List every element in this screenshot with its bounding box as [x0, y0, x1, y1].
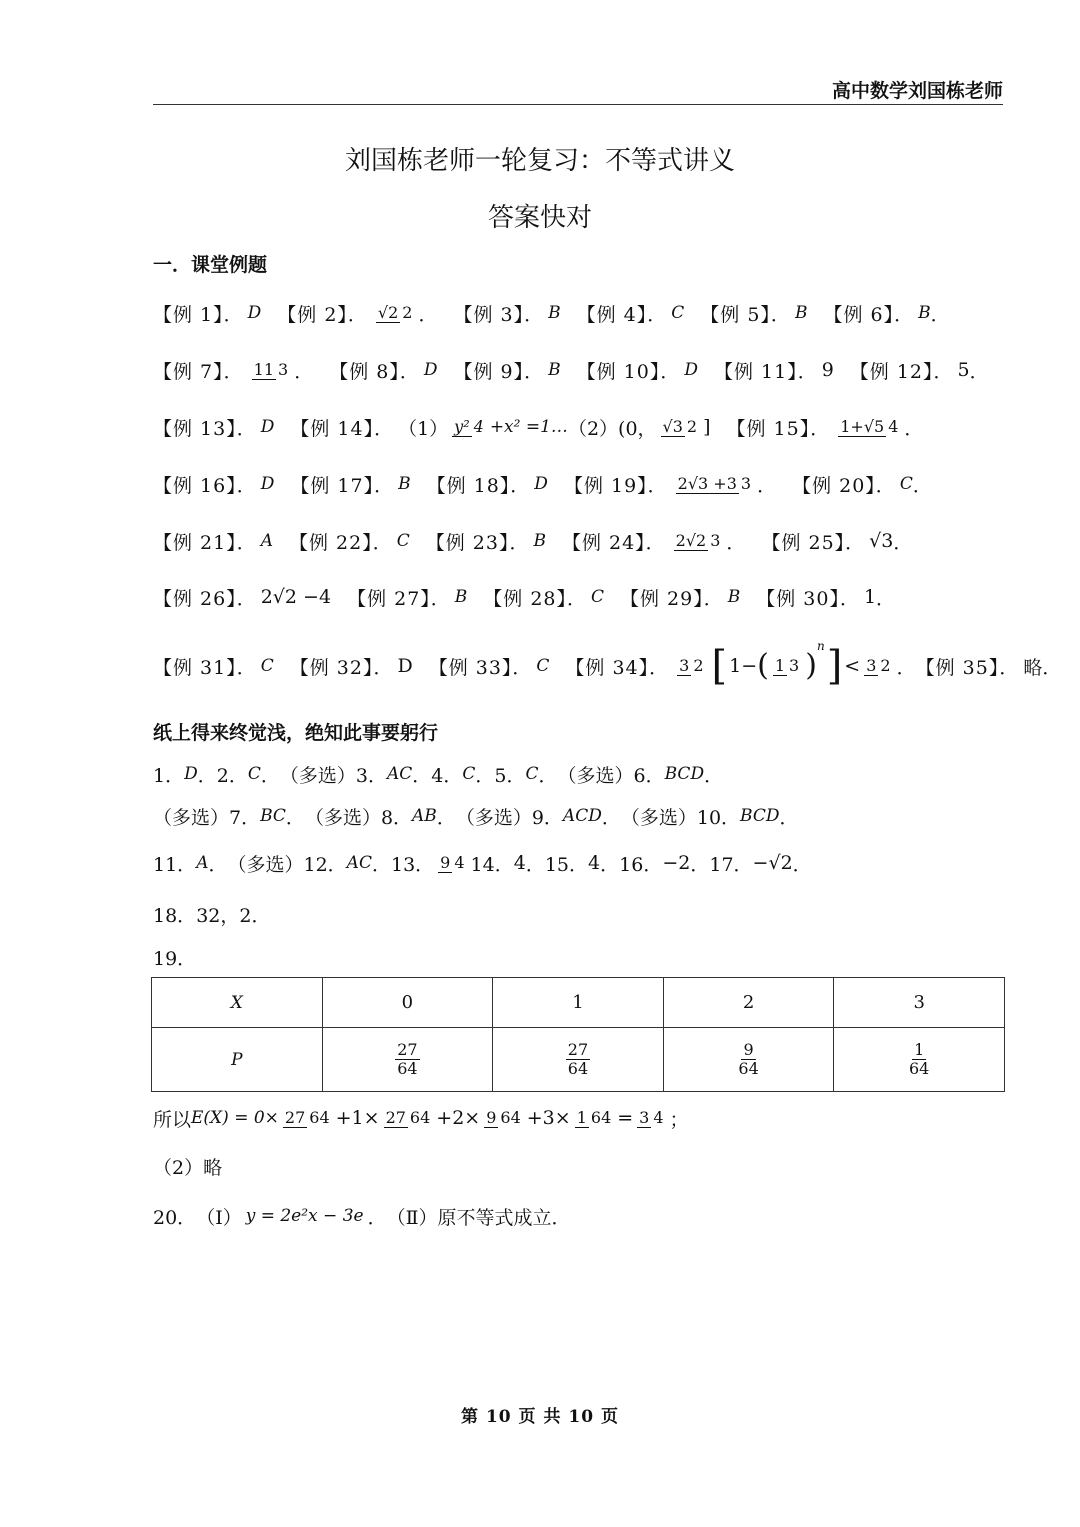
example-answer-fraction: √2 2	[377, 302, 413, 322]
expectation-fraction: 3 4	[639, 1107, 664, 1127]
question-answer: C	[247, 764, 261, 784]
expectation-fraction: 27 64	[284, 1107, 330, 1127]
table-row	[152, 1028, 1005, 1092]
header-text: 高中数学刘国栋老师	[831, 80, 1003, 102]
table-cell: 2	[663, 978, 834, 1028]
example-label: 【例 22】．	[289, 531, 393, 554]
example-label: 【例 17】．	[290, 474, 395, 497]
expectation-lhs: E(X) = 0×	[191, 1108, 279, 1128]
table-cell: P	[152, 1028, 323, 1092]
example-answer: D	[260, 474, 275, 494]
example-answer-text: ]	[703, 416, 711, 438]
question-answer: 4	[588, 852, 601, 874]
examples-row-4: 【例 16】． D 【例 17】． B 【例 18】． D 【例 19】． 2√3 +3 3 ． 【例 20】． C ．	[153, 457, 932, 511]
example-label: 【例 1】．	[153, 303, 244, 326]
question-number: （多选）7．	[153, 806, 261, 829]
example-answer: B	[398, 474, 411, 494]
table-cell: X	[152, 978, 323, 1028]
question-number: 14．	[470, 853, 514, 876]
document-subtitle: 答案快对	[487, 203, 592, 233]
examples-row-6: 【例 26】． 2√2 −4 【例 27】． B 【例 28】． C 【例 29】． B 【例 30】． 1 ．	[153, 577, 895, 617]
question-answer: ACD	[562, 806, 602, 826]
expectation-end: ；	[669, 1108, 689, 1131]
example-label: 【例 33】．	[428, 656, 533, 679]
example-answer: D	[684, 360, 698, 380]
example-label: 【例 23】．	[425, 531, 530, 554]
example-answer-fraction: 2√3 +3 3	[677, 473, 752, 493]
question-answer: BCD	[740, 806, 780, 826]
question-answer: A	[196, 853, 209, 873]
question-answer: AC	[386, 764, 413, 784]
example-label: 【例 25】．	[761, 531, 866, 554]
example-answer: B	[548, 303, 561, 323]
example-answer: B	[918, 303, 931, 323]
question-19-part-2	[153, 1152, 222, 1180]
example-label: 【例 34】．	[565, 656, 670, 679]
example-label: 【例 14】．	[290, 417, 395, 440]
example-label: 【例 11】．	[713, 360, 818, 383]
table-cell: 3	[834, 978, 1005, 1028]
example-label: 【例 2】．	[277, 303, 368, 326]
question-answer: BC	[260, 806, 286, 826]
example-answer-fraction: 1 3	[774, 655, 800, 675]
example-label: 【例 19】．	[563, 474, 668, 497]
expectation-operator: +1×	[335, 1107, 380, 1129]
page-footer: 第 10 页 共 10 页	[461, 1407, 619, 1427]
example-relation: <	[844, 655, 861, 677]
part-label: （Ⅰ）	[196, 1206, 242, 1229]
question-number: 20．	[153, 1206, 197, 1229]
example-answer-fraction: 2√2 3	[675, 530, 721, 550]
example-label: 【例 32】．	[289, 656, 394, 679]
example-label: 【例 24】．	[561, 531, 666, 554]
expectation-operator: +2×	[436, 1107, 481, 1129]
example-label: 【例 7】．	[153, 360, 244, 383]
question-number: （多选）8．	[304, 806, 413, 829]
question-number: 5．	[494, 764, 526, 787]
example-answer: B	[454, 587, 468, 607]
example-label: 【例 5】．	[700, 303, 791, 326]
examples-row-7: 【例 31】． C 【例 32】． D 【例 33】． C 【例 34】． 3 2 [ 1− ( 1 3 ) $^n$ ] < 3 2 ． 【例 35】． 略 ．	[153, 639, 1062, 689]
example-label: 【例 29】．	[620, 587, 724, 610]
example-answer: 9	[821, 359, 834, 381]
example-label: 【例 20】．	[792, 474, 896, 497]
example-answer: B	[533, 531, 546, 551]
example-answer-fraction: 11 3	[253, 359, 289, 379]
example-label: 【例 31】．	[153, 656, 257, 679]
question-answer: 4	[513, 852, 526, 874]
question-answer: C	[462, 764, 476, 784]
example-answer: B	[548, 360, 561, 380]
example-answer: B	[727, 587, 741, 607]
example-label: 【例 8】．	[329, 360, 420, 383]
table-cell: 1	[493, 978, 664, 1028]
example-answer-fraction: 3 2	[679, 655, 704, 675]
examples-row-2: 【例 7】． 11 3 ． 【例 8】． D 【例 9】． B 【例 10】． D 【例 11】． 9 【例 12】． 5 ．	[153, 345, 989, 395]
example-label: 【例 6】．	[823, 303, 915, 326]
question-answer: BCD	[664, 764, 705, 784]
example-label: 【例 10】．	[576, 360, 681, 383]
example-label: 【例 35】．	[915, 656, 1020, 679]
question-answer: 32，2	[196, 904, 252, 927]
example-label: 【例 16】．	[153, 474, 257, 497]
example-answer-text: +x² =1…	[489, 417, 568, 437]
part-answer: （Ⅱ）原不等式成立	[386, 1206, 552, 1229]
example-part-label: （1）	[398, 417, 449, 440]
example-label: 【例 27】．	[347, 587, 451, 610]
question-answer: −2	[662, 852, 691, 874]
example-answer: A	[260, 531, 273, 551]
expectation-equals: =	[617, 1107, 634, 1129]
example-answer-fraction: 3 2	[866, 655, 891, 675]
question-number: 17．	[709, 853, 753, 876]
tangent-line-formula: y = 2e²x − 3e	[245, 1206, 364, 1226]
question-answer: −√2	[752, 852, 793, 874]
example-label: 【例 18】．	[426, 474, 531, 497]
question-number: 11．	[153, 853, 197, 876]
table-cell: $\frac{27}{64}$	[493, 1028, 664, 1092]
example-answer-fraction: 1+√5 4	[840, 416, 899, 436]
part-answer: （2）略	[153, 1156, 223, 1179]
example-answer: C	[899, 474, 913, 494]
example-answer-text: 1−	[729, 655, 758, 677]
table-cell: $\frac{9}{64}$	[663, 1028, 834, 1092]
question-answer: C	[525, 764, 539, 784]
expectation-formula	[153, 1093, 689, 1143]
example-answer: C	[671, 303, 685, 323]
question-number: 16．	[619, 853, 663, 876]
example-label: 【例 13】．	[153, 417, 257, 440]
example-part-label: （2）(0，	[567, 417, 657, 440]
section-heading-practice: 纸上得来终觉浅，绝知此事要躬行	[153, 722, 439, 744]
example-label: 【例 4】．	[576, 303, 668, 326]
example-answer: C	[536, 656, 550, 676]
example-answer: 1	[863, 586, 877, 608]
question-answer: AB	[412, 806, 437, 826]
question-number: 2．	[216, 764, 248, 787]
question-answer: AC	[346, 853, 372, 873]
question-number: （多选）12．	[227, 853, 347, 876]
examples-row-3: 【例 13】． D 【例 14】． （1） y² 4 +x² =1… （2）(0， √3 2 ] 【例 15】． 1+√5 4 ．	[153, 400, 923, 454]
question-number: 15．	[544, 853, 589, 876]
expectation-fraction: 9 64	[486, 1107, 521, 1127]
practice-row-2: （多选）7． BC ． （多选）8． AB ． （多选）9． ACD ． （多选）10． BCD ．	[153, 802, 799, 830]
practice-row-1: 1． D ． 2． C ． （多选）3． AC ． 4． C ． 5． C ． （多选）6． BCD ．	[153, 760, 723, 788]
distribution-table	[151, 977, 1005, 1092]
question-number: 18．	[153, 904, 197, 927]
examples-row-1: 【例 1】． D 【例 2】． √2 2 ． 【例 3】． B 【例 4】． C 【例 5】． B 【例 6】． B ．	[153, 288, 950, 338]
example-answer: 略	[1023, 656, 1043, 679]
question-number: （多选）10．	[620, 806, 741, 829]
expectation-prefix: 所以	[153, 1108, 192, 1131]
example-answer: D	[534, 474, 548, 494]
table-cell: $\frac{1}{64}$	[834, 1028, 1005, 1092]
example-label: 【例 30】．	[756, 587, 860, 610]
question-20: 20． （Ⅰ） y = 2e²x − 3e ． （Ⅱ）原不等式成立 ．	[153, 1202, 571, 1230]
example-answer-fraction: y² 4	[454, 416, 484, 436]
question-number: 13．	[390, 853, 435, 876]
question-number: （多选）3．	[279, 764, 387, 787]
example-label: 【例 9】．	[453, 360, 545, 383]
example-exponent: n	[816, 639, 825, 653]
example-answer: D	[260, 417, 275, 437]
section-heading-examples: 一．课堂例题	[153, 254, 268, 276]
practice-row-4: 18． 32，2 ．	[153, 900, 270, 928]
example-label: 【例 26】．	[153, 587, 257, 610]
page-header	[153, 76, 1003, 105]
question-19-label	[153, 943, 196, 971]
example-answer: C	[396, 531, 410, 551]
example-answer: B	[794, 303, 808, 323]
question-answer-fraction: 9 4	[440, 852, 465, 872]
table-cell: $\frac{27}{64}$	[322, 1028, 493, 1092]
example-answer-fraction: √3 2	[662, 416, 698, 436]
example-answer: 5	[957, 359, 970, 381]
example-answer: D	[247, 303, 262, 323]
question-answer: D	[184, 764, 198, 784]
expectation-fraction: 27 64	[385, 1107, 431, 1127]
expectation-fraction: 1 64	[576, 1107, 612, 1127]
question-number: （多选）6．	[557, 764, 665, 787]
practice-row-3: 11． A ． （多选）12． AC ． 13． 9 4 14． 4 ． 15． 4 ． 16． −2 ． 17． −√2 ．	[153, 838, 812, 888]
example-label: 【例 28】．	[483, 587, 587, 610]
example-answer: C	[591, 587, 605, 607]
document-title: 刘国栋老师一轮复习：不等式讲义	[344, 146, 735, 176]
example-answer: √3	[869, 530, 894, 552]
expectation-operator: +3×	[526, 1107, 571, 1129]
example-answer: D	[423, 360, 438, 380]
example-answer: C	[260, 656, 274, 676]
example-answer: 2√2 −4	[260, 586, 332, 608]
example-label: 【例 15】．	[726, 417, 831, 440]
examples-row-5: 【例 21】． A 【例 22】． C 【例 23】． B 【例 24】． 2√2 3 ． 【例 25】． √3 ．	[153, 514, 912, 568]
example-label: 【例 21】．	[153, 531, 257, 554]
question-number: 1．	[153, 764, 185, 787]
question-number: 19．	[153, 947, 197, 970]
example-answer: D	[397, 655, 413, 677]
table-cell: 0	[322, 978, 493, 1028]
example-label: 【例 3】．	[453, 303, 545, 326]
question-number: 4．	[431, 764, 463, 787]
question-number: （多选）9．	[455, 806, 563, 829]
example-label: 【例 12】．	[849, 360, 954, 383]
table-row	[152, 978, 1005, 1028]
